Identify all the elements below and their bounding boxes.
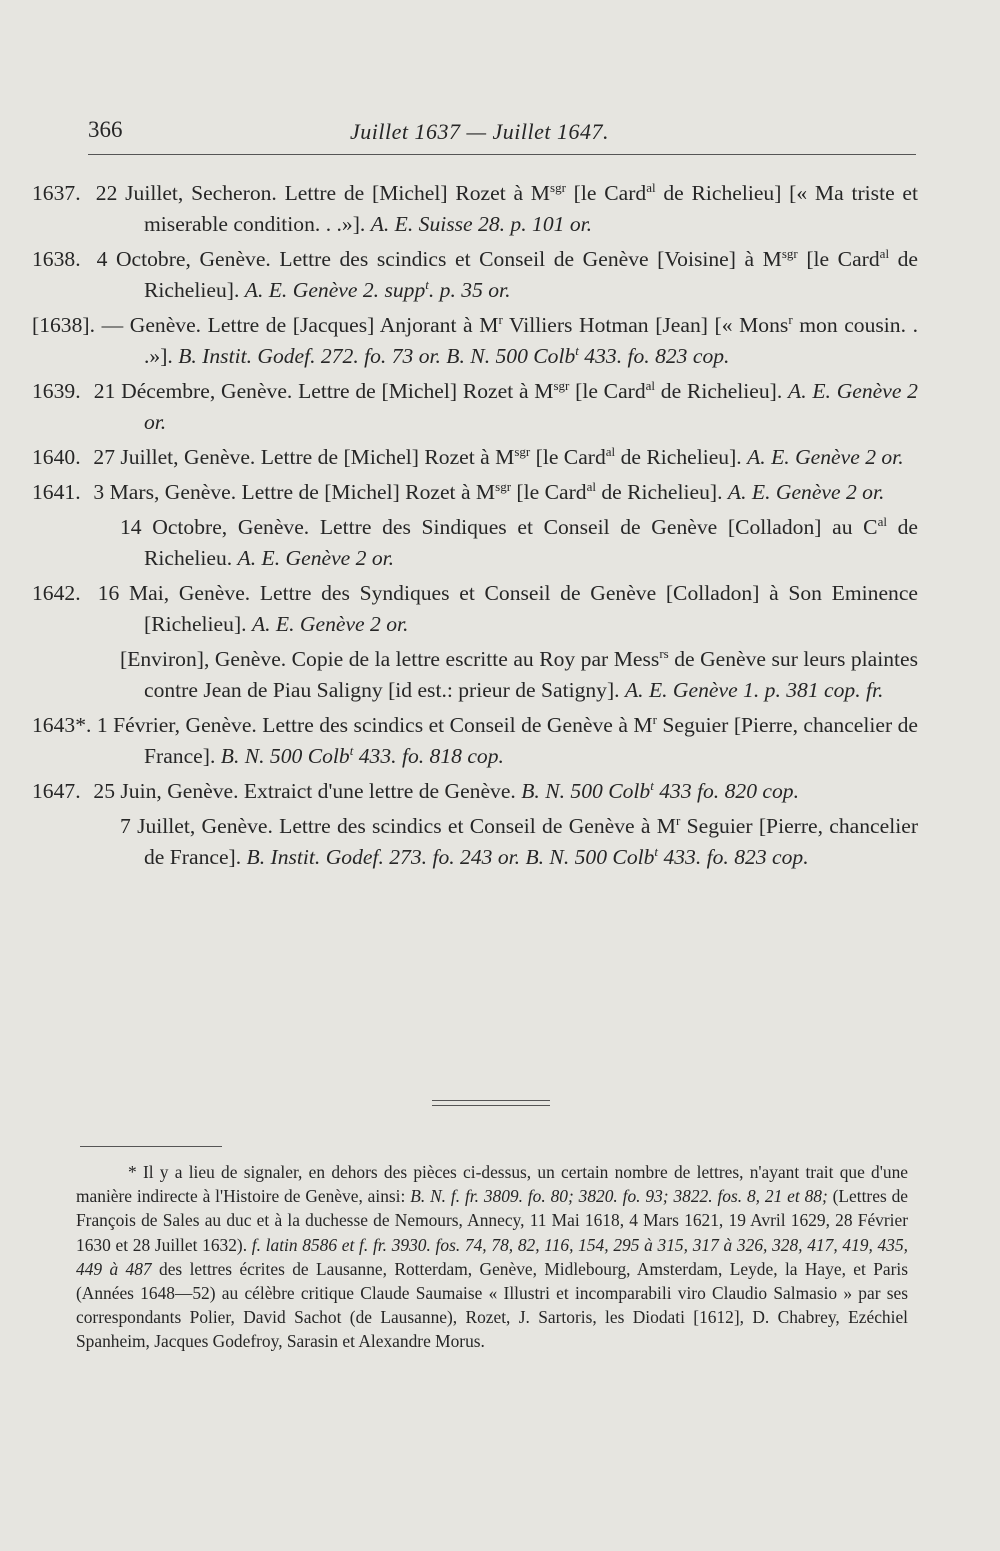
entry-superscript: t bbox=[654, 844, 659, 859]
footnote-text: * Il y a lieu de signaler, en dehors des pièces ci-dessus, un certain nombre de lettres, n'ayant trait que d'une manière indirecte à l'Histoire de Genève, ainsi: bbox=[76, 1162, 908, 1207]
entry-text: Seguier [Pierre, chancelier de France]. bbox=[144, 713, 918, 768]
footnote-citation: f. latin 8586 et f. fr. 3930. fos. 74, 78, 82, 116, 154, 295 à 315, 317 à 326, 328, 417, 419, 435, 449 à 487 bbox=[76, 1234, 908, 1279]
entry-text: de Richelieu]. bbox=[655, 379, 789, 403]
entry-source: A. E. Genève 2 or. bbox=[237, 546, 395, 570]
catalog-entry: 1642. 16 Mai, Genève. Lettre des Syndiques et Conseil de Genève [Colladon] à Son Eminence [Richelieu]. A. E. Genève 2 or. bbox=[32, 581, 918, 636]
page-header bbox=[88, 112, 918, 152]
separator-rule bbox=[432, 1105, 550, 1106]
entry-superscript: al bbox=[645, 378, 656, 393]
footnote-citation: B. N. f. fr. 3809. fo. 80; 3820. fo. 93; 3822. fos. 8, 21 et 88; bbox=[410, 1186, 828, 1207]
entry-superscript: t bbox=[575, 343, 579, 358]
header-rule bbox=[88, 154, 916, 155]
entry-superscript: t bbox=[425, 277, 429, 292]
entry-text: [Environ], Genève. Copie de la lettre escritte au Roy par Mess bbox=[120, 647, 660, 671]
catalog-entry bbox=[32, 310, 918, 372]
entry-text: — Genève. Lettre de [Jacques] Anjorant à M bbox=[101, 313, 499, 337]
entry-list bbox=[32, 178, 919, 877]
entry-source: 433. fo. 823 cop. bbox=[658, 845, 809, 869]
entry-source: A. E. Genève 2 or. bbox=[727, 480, 885, 504]
catalog-entry: 1639. 21 Décembre, Genève. Lettre de [Michel] Rozet à $M^{sgr}$ [le Card$^{al}$ de Richelieu]. A. E. Genève 2 or. bbox=[32, 378, 918, 434]
catalog-entry: 1638. 4 Octobre, Genève. Lettre des scindics et Conseil de Genève [Voisine] à $M^{sgr}$ [le Card$^{al}$ de Richelieu]. A. E. Genève 2. supp$^t$. p. 35 or. bbox=[32, 246, 919, 302]
entry-superscript: r bbox=[652, 712, 657, 727]
entry-text: Seguier [Pierre, chancelier de France]. bbox=[144, 814, 919, 869]
entry-text: [le Card bbox=[569, 379, 646, 403]
entry-text: 25 Juin, Genève. Extraict d'une lettre de Genève. bbox=[93, 779, 522, 803]
entry-text: 3 Mars, Genève. Lettre de [Michel] Rozet à M bbox=[93, 480, 496, 504]
entry-text: [le Card bbox=[565, 181, 647, 205]
entry-text: de Richelieu] [« Ma triste et miserable condition. . .»]. bbox=[144, 181, 919, 236]
entry-text: 16 Mai, Genève. Lettre des Syndiques et Conseil de Genève [Colladon] à Son Eminence [Richelieu]. bbox=[97, 581, 918, 636]
entry-text: [le Card bbox=[797, 247, 880, 271]
entry-source: B. Instit. Godef. 273. fo. 243 or. B. N. 500 Colb bbox=[246, 845, 655, 869]
entry-superscript: sgr bbox=[495, 479, 512, 494]
catalog-entry bbox=[32, 710, 918, 772]
entry-text: 7 Juillet, Genève. Lettre des scindics et Conseil de Genève à M bbox=[120, 814, 676, 838]
entry-superscript: sgr bbox=[550, 180, 566, 195]
catalog-entry: 1637. 22 Juillet, Secheron. Lettre de [Michel] Rozet à $M^{sgr}$ [le Card$^{al}$ de Richelieu] [« Ma triste et miserable condition. . .»]. A. E. Suisse 28. p. 101 or. bbox=[32, 180, 919, 236]
catalog-entry bbox=[88, 811, 918, 873]
entry-superscript: sgr bbox=[553, 378, 570, 393]
entry-superscript: sgr bbox=[514, 444, 531, 459]
entry-date-year: 1643*. bbox=[32, 713, 92, 737]
entry-superscript: al bbox=[586, 479, 596, 494]
entry-text: 27 Juillet, Genève. Lettre de [Michel] Rozet à M bbox=[93, 445, 515, 469]
catalog-entry: 1641. 3 Mars, Genève. Lettre de [Michel] Rozet à $M^{sgr}$ [le Card$^{al}$ de Richelieu]. A. E. Genève 2 or. bbox=[32, 479, 885, 504]
entry-source: B. N. 500 Colb bbox=[521, 779, 651, 803]
entry-superscript: sgr bbox=[781, 246, 798, 261]
entry-superscript: r bbox=[676, 813, 681, 828]
entry-superscript: al bbox=[646, 180, 656, 195]
entry-superscript: al bbox=[877, 514, 887, 529]
entry-text: 22 Juillet, Secheron. Lettre de [Michel] Rozet à M bbox=[95, 181, 551, 205]
entry-source: 433. fo. 818 cop. bbox=[353, 744, 504, 768]
entry-source: A. E. Genève 2 or. bbox=[747, 445, 904, 469]
entry-superscript: r bbox=[498, 312, 503, 327]
entry-source: 433 fo. 820 cop. bbox=[653, 779, 799, 803]
entry-text: Villiers Hotman [Jean] [« Mons bbox=[502, 313, 789, 337]
entry-source: A. E. Genève 2 or. bbox=[144, 379, 918, 434]
catalog-entry: 1647. 25 Juin, Genève. Extraict d'une lettre de Genève. B. N. 500 Colb$^t$ 433 fo. 820 cop. bbox=[32, 778, 799, 803]
catalog-entry bbox=[88, 644, 918, 706]
entry-text: de Richelieu]. bbox=[595, 480, 728, 504]
entry-text: [le Card bbox=[511, 480, 587, 504]
entry-source: A. E. Genève 1. p. 381 cop. fr. bbox=[624, 678, 884, 702]
entry-date-year: [1638]. bbox=[32, 313, 95, 337]
entry-superscript: rs bbox=[659, 646, 669, 661]
footnote bbox=[76, 1160, 908, 1354]
entry-superscript: t bbox=[650, 778, 654, 793]
footnote-text: (Lettres de François de Sales au duc et à la duchesse de Nemours, Annecy, 11 Mai 1618, 4 Mars 1621, 19 Avril 1629, 28 Février 1630 et 28 Juillet 1632). bbox=[76, 1186, 909, 1255]
entry-text: 1 Février, Genève. Lettre des scindics et Conseil de Genève à M bbox=[96, 713, 653, 737]
entry-superscript: t bbox=[349, 743, 354, 758]
entry-superscript: r bbox=[788, 312, 793, 327]
running-head: Juillet 1637 — Juillet 1647. bbox=[350, 119, 610, 144]
entry-text: 14 Octobre, Genève. Lettre des Sindiques et Conseil de Genève [Colladon] au C bbox=[120, 515, 878, 539]
entry-source: A. E. Genève 2 or. bbox=[251, 612, 409, 636]
entry-source: A. E. Suisse 28. p. 101 or. bbox=[370, 212, 593, 236]
catalog-entry bbox=[88, 512, 918, 574]
entry-superscript: al bbox=[605, 444, 616, 459]
entry-source: B. Instit. Godef. 272. fo. 73 or. B. N. 500 Colb bbox=[178, 344, 576, 368]
entry-superscript: al bbox=[879, 246, 890, 261]
entry-text: mon cousin. . .»]. bbox=[144, 313, 918, 368]
entry-text: de Genève sur leurs plaintes contre Jean de Piau Saligny [id est.: prieur de Satigny]. bbox=[144, 647, 918, 702]
entry-source: A. E. Genève 2. supp bbox=[244, 278, 426, 302]
entry-text: de Richelieu]. bbox=[144, 247, 919, 302]
entry-text: de Richelieu]. bbox=[615, 445, 748, 469]
footnote-text: des lettres écrites de Lausanne, Rotterdam, Genève, Midlebourg, Amsterdam, Leyde, la Haye, et Paris (Années 1648—52) au célèbre critique Claude Saumaise « Illustri et incomparabili viro Claudio Salmasio » par ses correspondants Polier, David Sachot (de Lausanne), Rozet, J. Sartoris, les Diodati [1612], D. Chabrey, Ezéchiel Spanheim, Jacques Godefroy, Sarasin et Alexandre Morus. bbox=[76, 1258, 909, 1352]
entry-text: 21 Décembre, Genève. Lettre de [Michel] Rozet à M bbox=[93, 379, 554, 403]
entry-source: 433. fo. 823 cop. bbox=[578, 344, 730, 368]
page-number: 366 bbox=[88, 117, 123, 142]
entry-text: [le Card bbox=[530, 445, 606, 469]
entry-text: 4 Octobre, Genève. Lettre des scindics et Conseil de Genève [Voisine] à M bbox=[96, 247, 782, 271]
separator-rule bbox=[432, 1100, 550, 1101]
entry-source: B. N. 500 Colb bbox=[220, 744, 350, 768]
entry-source: . p. 35 or. bbox=[428, 278, 511, 302]
footnote-rule bbox=[80, 1146, 222, 1147]
entry-text: de Richelieu. bbox=[144, 515, 919, 570]
catalog-entry: 1640. 27 Juillet, Genève. Lettre de [Michel] Rozet à $M^{sgr}$ [le Card$^{al}$ de Richelieu]. A. E. Genève 2 or. bbox=[32, 444, 904, 469]
